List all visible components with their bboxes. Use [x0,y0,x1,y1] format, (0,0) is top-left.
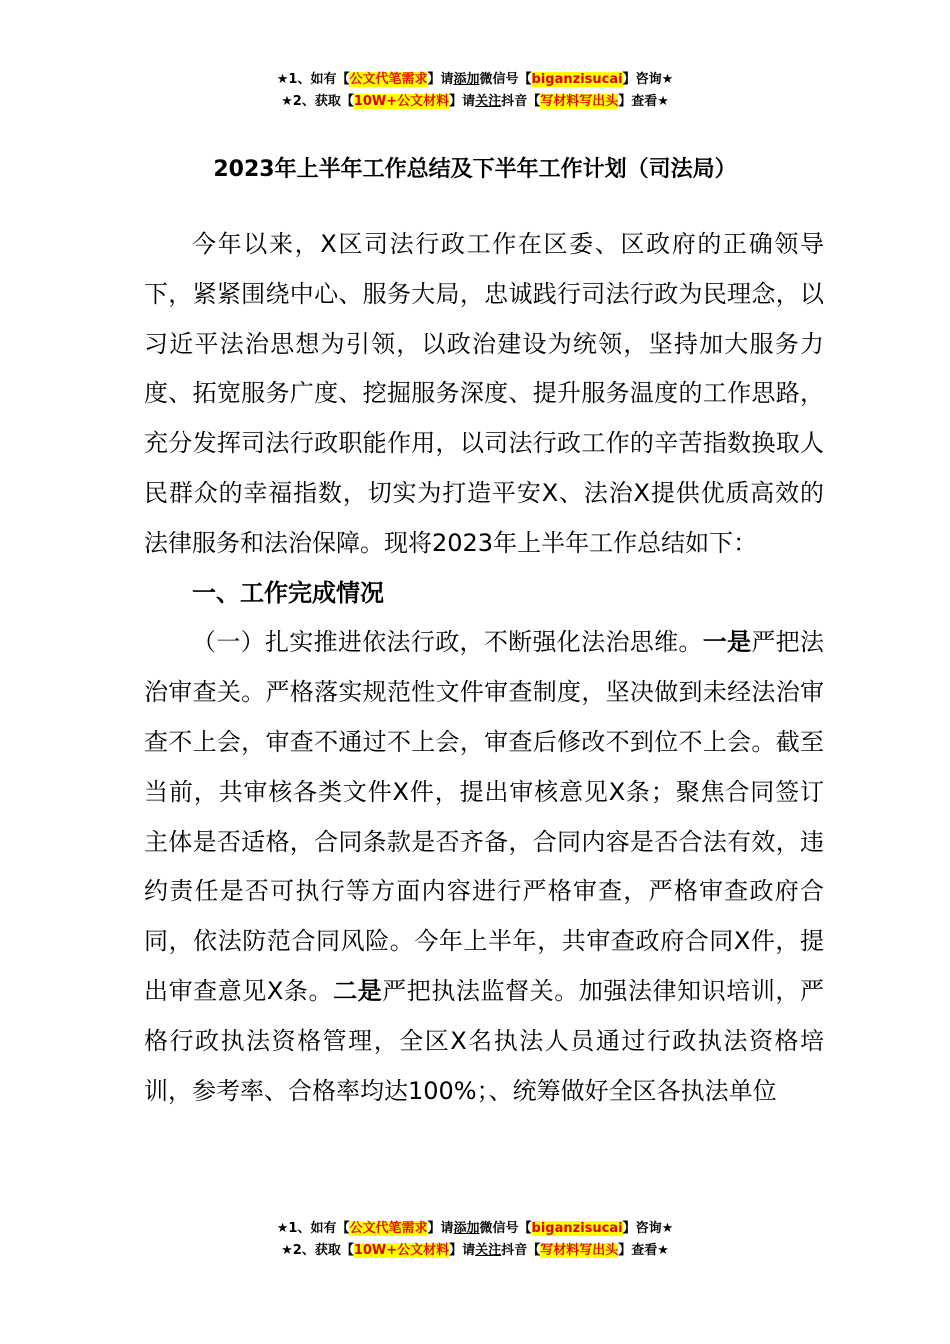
promo-text: 抖音【 [501,94,541,109]
promo-highlight: 10W+公文材料 [353,94,450,109]
promo-banner-bottom [0,1218,950,1262]
paragraph-text: 严把法治审查关。严格落实规范性文件审查制度，坚决做到未经法治审查不上会，审查不通过不上会，审查后修改不到位不上会。截至当前，共审核各类文件X件，提出审核意见X条；聚焦合同签订主体是否适格，合同条款是否齐备，合同内容是否合法有效，违约责任是否可执行等方面内容进行严格审查，严格审查政府合同，依法防范合同风险。今年上半年，共审查政府合同X件，提出审查意见X条。 [144,628,824,1005]
promo-line-1 [0,69,950,91]
promo-text: 】咨询★ [622,1221,674,1236]
promo-text: ★2、获取【 [281,1243,354,1258]
promo-line-1 [0,1218,950,1240]
paragraph-text: （一）扎实推进依法行政，不断强化法治思维。 [192,628,703,657]
promo-text: 】查看★ [618,1243,669,1258]
promo-highlight: 10W+公文材料 [353,1243,450,1258]
promo-text: ★1、如有【 [276,72,350,87]
section-heading: 一、工作完成情况 [192,578,384,607]
promo-text: 】请 [427,1221,454,1236]
promo-emphasis: 添加 [453,1221,480,1236]
promo-text: 】请 [449,94,476,109]
promo-highlight: 公文代笔需求 [349,1221,428,1236]
promo-text: ★2、获取【 [281,94,354,109]
promo-text: 】咨询★ [622,72,674,87]
promo-line-2 [0,91,950,113]
promo-highlight: 公文代笔需求 [349,72,428,87]
body-paragraph [144,618,824,1116]
bold-marker: 一是 [702,628,752,657]
promo-text: 】请 [449,1243,476,1258]
promo-text: 】请 [427,72,454,87]
promo-highlight: biganzisucai [531,1221,623,1236]
paragraph-text: 严把执法监督关。加强法律知识培训，严格行政执法资格管理，全区X名执法人员通过行政执法资格培训，参考率、合格率均达100%；、统筹做好全区各执法单位 [144,976,825,1105]
intro-paragraph: 今年以来，X区司法行政工作在区委、区政府的正确领导下，紧紧围绕中心、服务大局，忠诚践行司法行政为民理念，以习近平法治思想为引领，以政治建设为统领，坚持加大服务力度、拓宽服务广度、挖掘服务深度、提升服务温度的工作思路，充分发挥司法行政职能作用，以司法行政工作的辛苦指数换取人民群众的幸福指数，切实为打造平安X、法治X提供优质高效的法律服务和法治保障。现将2023年上半年工作总结如下： [144,230,824,557]
document-body [144,220,824,1116]
promo-line-2 [0,1240,950,1262]
promo-text: 微信号【 [479,1221,532,1236]
document-title: 2023年上半年工作总结及下半年工作计划（司法局） [213,157,737,182]
promo-highlight: biganzisucai [531,72,623,87]
bold-marker: 二是 [333,976,383,1005]
promo-banner-top [0,69,950,113]
promo-text: 微信号【 [479,72,532,87]
promo-text: ★1、如有【 [276,1221,350,1236]
promo-emphasis: 关注 [475,1243,502,1258]
promo-emphasis: 添加 [453,72,480,87]
promo-highlight: 写材料写出头 [540,1243,619,1258]
promo-highlight: 写材料写出头 [540,94,619,109]
promo-text: 抖音【 [501,1243,541,1258]
promo-text: 】查看★ [618,94,669,109]
promo-emphasis: 关注 [475,94,502,109]
